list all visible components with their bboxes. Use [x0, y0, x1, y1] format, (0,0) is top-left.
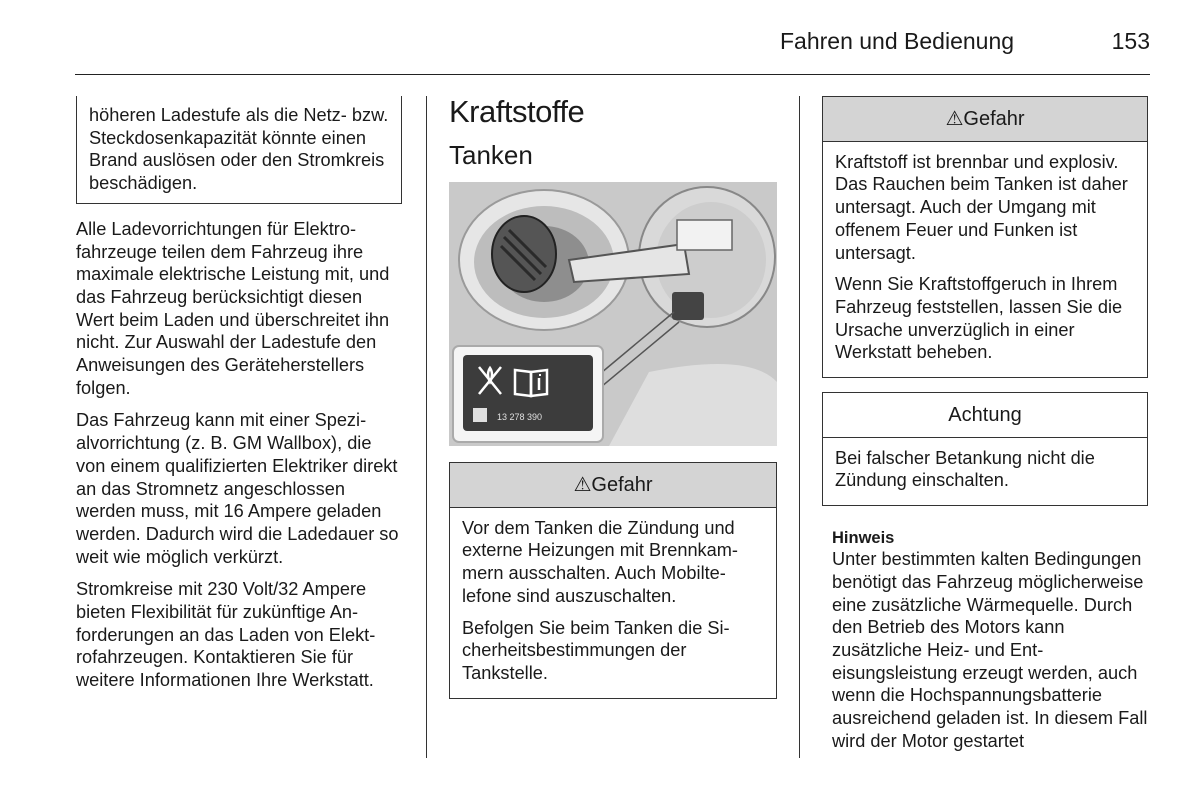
column-divider-2: [799, 96, 800, 758]
subsection-heading: Tanken: [449, 140, 533, 170]
danger-text: Vor dem Tanken die Zündung und externe Heizungen mit Brennkammern ausschalten. Auch Mobiltelefone sind auszuschalten.: [462, 517, 738, 606]
header-rule: [75, 74, 1150, 75]
paragraph: Stromkreise mit 230 Volt/32 Ampere bieten Flexibilität für zukünftige Anforderungen an das Laden von Elektrofahrzeugen. Kontaktieren Sie für weitere Informationen Ihre Werkstatt.: [76, 579, 376, 691]
danger-box-body: [450, 508, 776, 698]
danger-box: [449, 462, 777, 699]
fuel-door-illustration: [449, 182, 777, 446]
caution-box-header: Achtung: [823, 393, 1147, 438]
caution-box: [822, 392, 1148, 506]
danger-text: Kraftstoff ist brennbar und explosiv. Das Rauchen beim Tanken ist daher untersagt. Auch der Umgang mit offenem Feuer und Funken ist untersagt.: [835, 151, 1128, 263]
image-reference-number: 13 278 390: [497, 412, 543, 422]
danger-box-header: [450, 463, 776, 508]
note-block: [822, 528, 1148, 752]
warning-box-text: höheren Ladestufe als die Netz- bzw. Steckdosenkapazität könnte einen Brand auslösen oder den Stromkreis beschädigen.: [89, 105, 389, 194]
section-heading: Kraftstoffe: [449, 94, 585, 129]
page-number: 153: [1111, 28, 1150, 54]
danger-box-title: Gefahr: [963, 108, 1025, 130]
danger-box-body: [823, 142, 1147, 377]
note-text: Unter bestimmten kalten Bedingungen benötigt das Fahrzeug möglicherweise eine zusätzliche Wärmequelle. Durch den Betrieb des Motors kann zusätzliche Heiz- und Enteisungsleistung erzeugt werden, auch wenn die Hochspannungsbatterie ausreichend geladen ist. In diesem Fall wird der Motor gestartet: [832, 549, 1148, 751]
danger-box-title: Gefahr: [591, 474, 653, 496]
caution-text: Bei falscher Betankung nicht die Zündung einschalten.: [835, 447, 1095, 491]
warning-triangle-icon: ⚠: [573, 474, 592, 496]
fuel-door-illustration-svg: [449, 182, 777, 446]
danger-box-header: [823, 97, 1147, 142]
paragraph: Alle Ladevorrichtungen für Elektrofahrzeuge teilen dem Fahrzeug ihre maximale elektrische Leistung mit, und das Fahrzeug berücksichtigt diesen Wert beim Laden und überschreitet ihn nicht. Zur Auswahl der Ladestufe den Anweisungen des Geräteherstellers folgen.: [76, 218, 390, 398]
danger-text: Wenn Sie Kraftstoffgeruch in Ihrem Fahrzeug feststellen, lassen Sie die Ursache unverzüglich in einer Werkstatt beheben.: [835, 274, 1123, 363]
warning-box-continued: [76, 96, 402, 204]
middle-column: [449, 94, 777, 699]
danger-text: Befolgen Sie beim Tanken die Sicherheitsbestimmungen der Tankstelle.: [462, 617, 730, 683]
paragraph: Das Fahrzeug kann mit einer Spezialvorrichtung (z. B. GM Wallbox), die von einem qualifizierten Elektriker direkt an das Stromnetz angeschlossen werden muss, mit 16 Ampere geladen werden. Dadurch wird die Ladedauer so weit wie möglich verkürzt.: [76, 410, 399, 567]
note-label: Hinweis: [832, 529, 895, 548]
caution-box-body: [823, 438, 1147, 505]
column-divider-1: [426, 96, 427, 758]
warning-triangle-icon: ⚠: [945, 108, 964, 130]
left-column: [76, 96, 402, 702]
danger-box: [822, 96, 1148, 378]
running-header-section: Fahren und Bedienung: [780, 28, 1015, 54]
right-column: [822, 96, 1148, 752]
